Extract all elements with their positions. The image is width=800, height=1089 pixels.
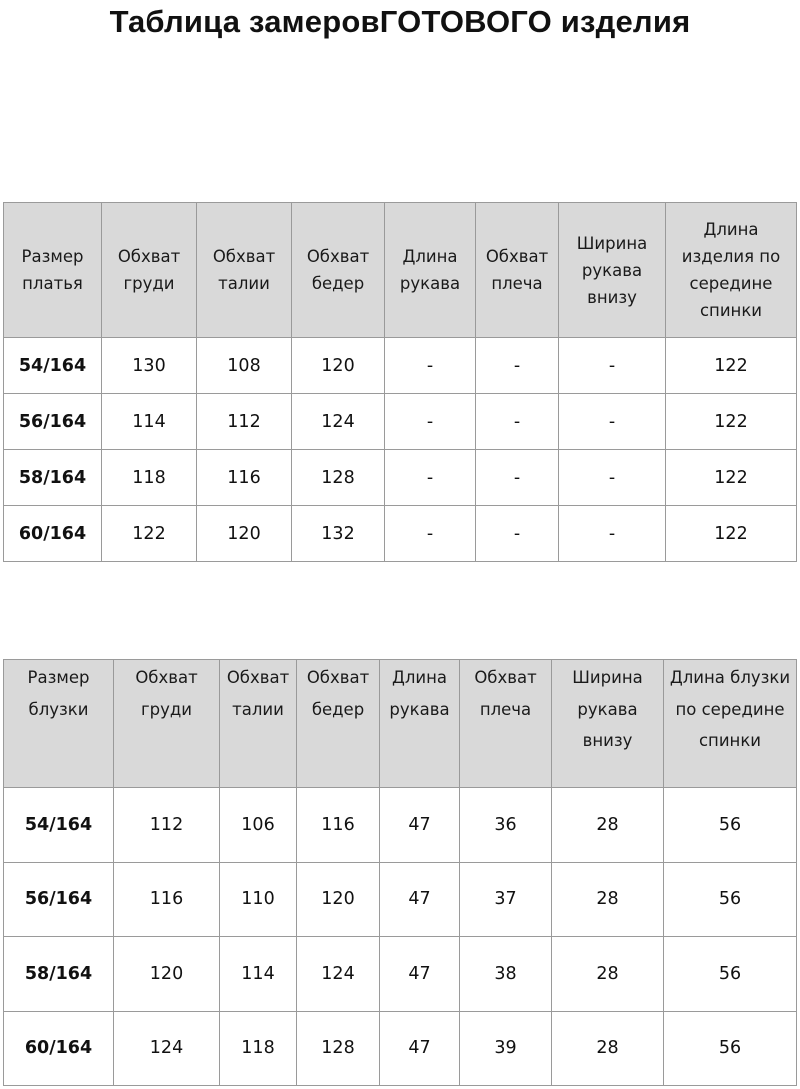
table-row	[4, 937, 797, 1012]
header-hips: Обхват бедер	[297, 660, 380, 788]
table-header-row	[4, 203, 797, 338]
header-shoulder: Обхват плеча	[476, 203, 559, 338]
table-cell: 106	[220, 788, 297, 863]
table-cell: 122	[666, 394, 797, 450]
table-cell: 124	[297, 937, 380, 1012]
blouse-measurements-table	[3, 659, 797, 1086]
header-sleeve-length: Длина рукава	[385, 203, 476, 338]
table-cell: -	[385, 450, 476, 506]
table-cell: 122	[666, 450, 797, 506]
table-cell: -	[559, 338, 666, 394]
table-cell: 47	[380, 1011, 460, 1086]
table-cell: 118	[102, 450, 197, 506]
table-cell: -	[385, 506, 476, 562]
table-cell: 47	[380, 937, 460, 1012]
size-cell: 54/164	[4, 788, 114, 863]
size-cell: 56/164	[4, 394, 102, 450]
size-cell: 54/164	[4, 338, 102, 394]
table-cell: 47	[380, 862, 460, 937]
table-row	[4, 338, 797, 394]
table-cell: 56	[664, 937, 797, 1012]
table-cell: -	[559, 394, 666, 450]
table-cell: 122	[102, 506, 197, 562]
table-cell: 132	[292, 506, 385, 562]
table-cell: 28	[552, 862, 664, 937]
table-row	[4, 506, 797, 562]
table-row	[4, 788, 797, 863]
header-waist: Обхват талии	[220, 660, 297, 788]
table-cell: -	[385, 338, 476, 394]
table-cell: 56	[664, 862, 797, 937]
table-cell: 56	[664, 1011, 797, 1086]
size-cell: 60/164	[4, 506, 102, 562]
table-cell: 114	[220, 937, 297, 1012]
table-cell: 28	[552, 788, 664, 863]
table-cell: 128	[297, 1011, 380, 1086]
table-cell: 56	[664, 788, 797, 863]
table-cell: 28	[552, 1011, 664, 1086]
table-cell: 116	[114, 862, 220, 937]
table-cell: -	[559, 506, 666, 562]
table-cell: -	[476, 394, 559, 450]
table-cell: 118	[220, 1011, 297, 1086]
table-row	[4, 394, 797, 450]
table-cell: 128	[292, 450, 385, 506]
table-cell: 38	[460, 937, 552, 1012]
table-cell: 36	[460, 788, 552, 863]
table-cell: 120	[297, 862, 380, 937]
header-waist: Обхват талии	[197, 203, 292, 338]
table-cell: 39	[460, 1011, 552, 1086]
header-chest: Обхват груди	[114, 660, 220, 788]
table-cell: 28	[552, 937, 664, 1012]
table-cell: 120	[114, 937, 220, 1012]
header-size: Размер блузки	[4, 660, 114, 788]
header-sleeve-width: Ширина рукава внизу	[559, 203, 666, 338]
table-cell: 110	[220, 862, 297, 937]
header-shoulder: Обхват плеча	[460, 660, 552, 788]
table-row	[4, 450, 797, 506]
table-cell: 120	[197, 506, 292, 562]
header-size: Размер платья	[4, 203, 102, 338]
table-row	[4, 862, 797, 937]
table-row	[4, 1011, 797, 1086]
size-cell: 56/164	[4, 862, 114, 937]
table-header-row	[4, 660, 797, 788]
table-cell: 37	[460, 862, 552, 937]
table-cell: 108	[197, 338, 292, 394]
header-hips: Обхват бедер	[292, 203, 385, 338]
header-sleeve-width: Ширина рукава внизу	[552, 660, 664, 788]
header-blouse-length: Длина блузки по середине спинки	[664, 660, 797, 788]
table-cell: 122	[666, 506, 797, 562]
header-sleeve-length: Длина рукава	[380, 660, 460, 788]
table-cell: 112	[197, 394, 292, 450]
table-cell: 122	[666, 338, 797, 394]
table-cell: -	[476, 506, 559, 562]
table-cell: -	[476, 338, 559, 394]
table-cell: 116	[197, 450, 292, 506]
table-cell: 124	[292, 394, 385, 450]
dress-measurements-table	[3, 202, 797, 562]
table-cell: 47	[380, 788, 460, 863]
size-cell: 58/164	[4, 937, 114, 1012]
table-cell: -	[385, 394, 476, 450]
header-product-length: Длина изделия по середине спинки	[666, 203, 797, 338]
table-cell: 114	[102, 394, 197, 450]
size-cell: 60/164	[4, 1011, 114, 1086]
table-cell: -	[476, 450, 559, 506]
table-cell: 130	[102, 338, 197, 394]
table-cell: -	[559, 450, 666, 506]
table-cell: 120	[292, 338, 385, 394]
table-cell: 116	[297, 788, 380, 863]
size-cell: 58/164	[4, 450, 102, 506]
page-title: Таблица замеровГОТОВОГО изделия	[109, 4, 691, 39]
header-chest: Обхват груди	[102, 203, 197, 338]
table-cell: 112	[114, 788, 220, 863]
table-cell: 124	[114, 1011, 220, 1086]
